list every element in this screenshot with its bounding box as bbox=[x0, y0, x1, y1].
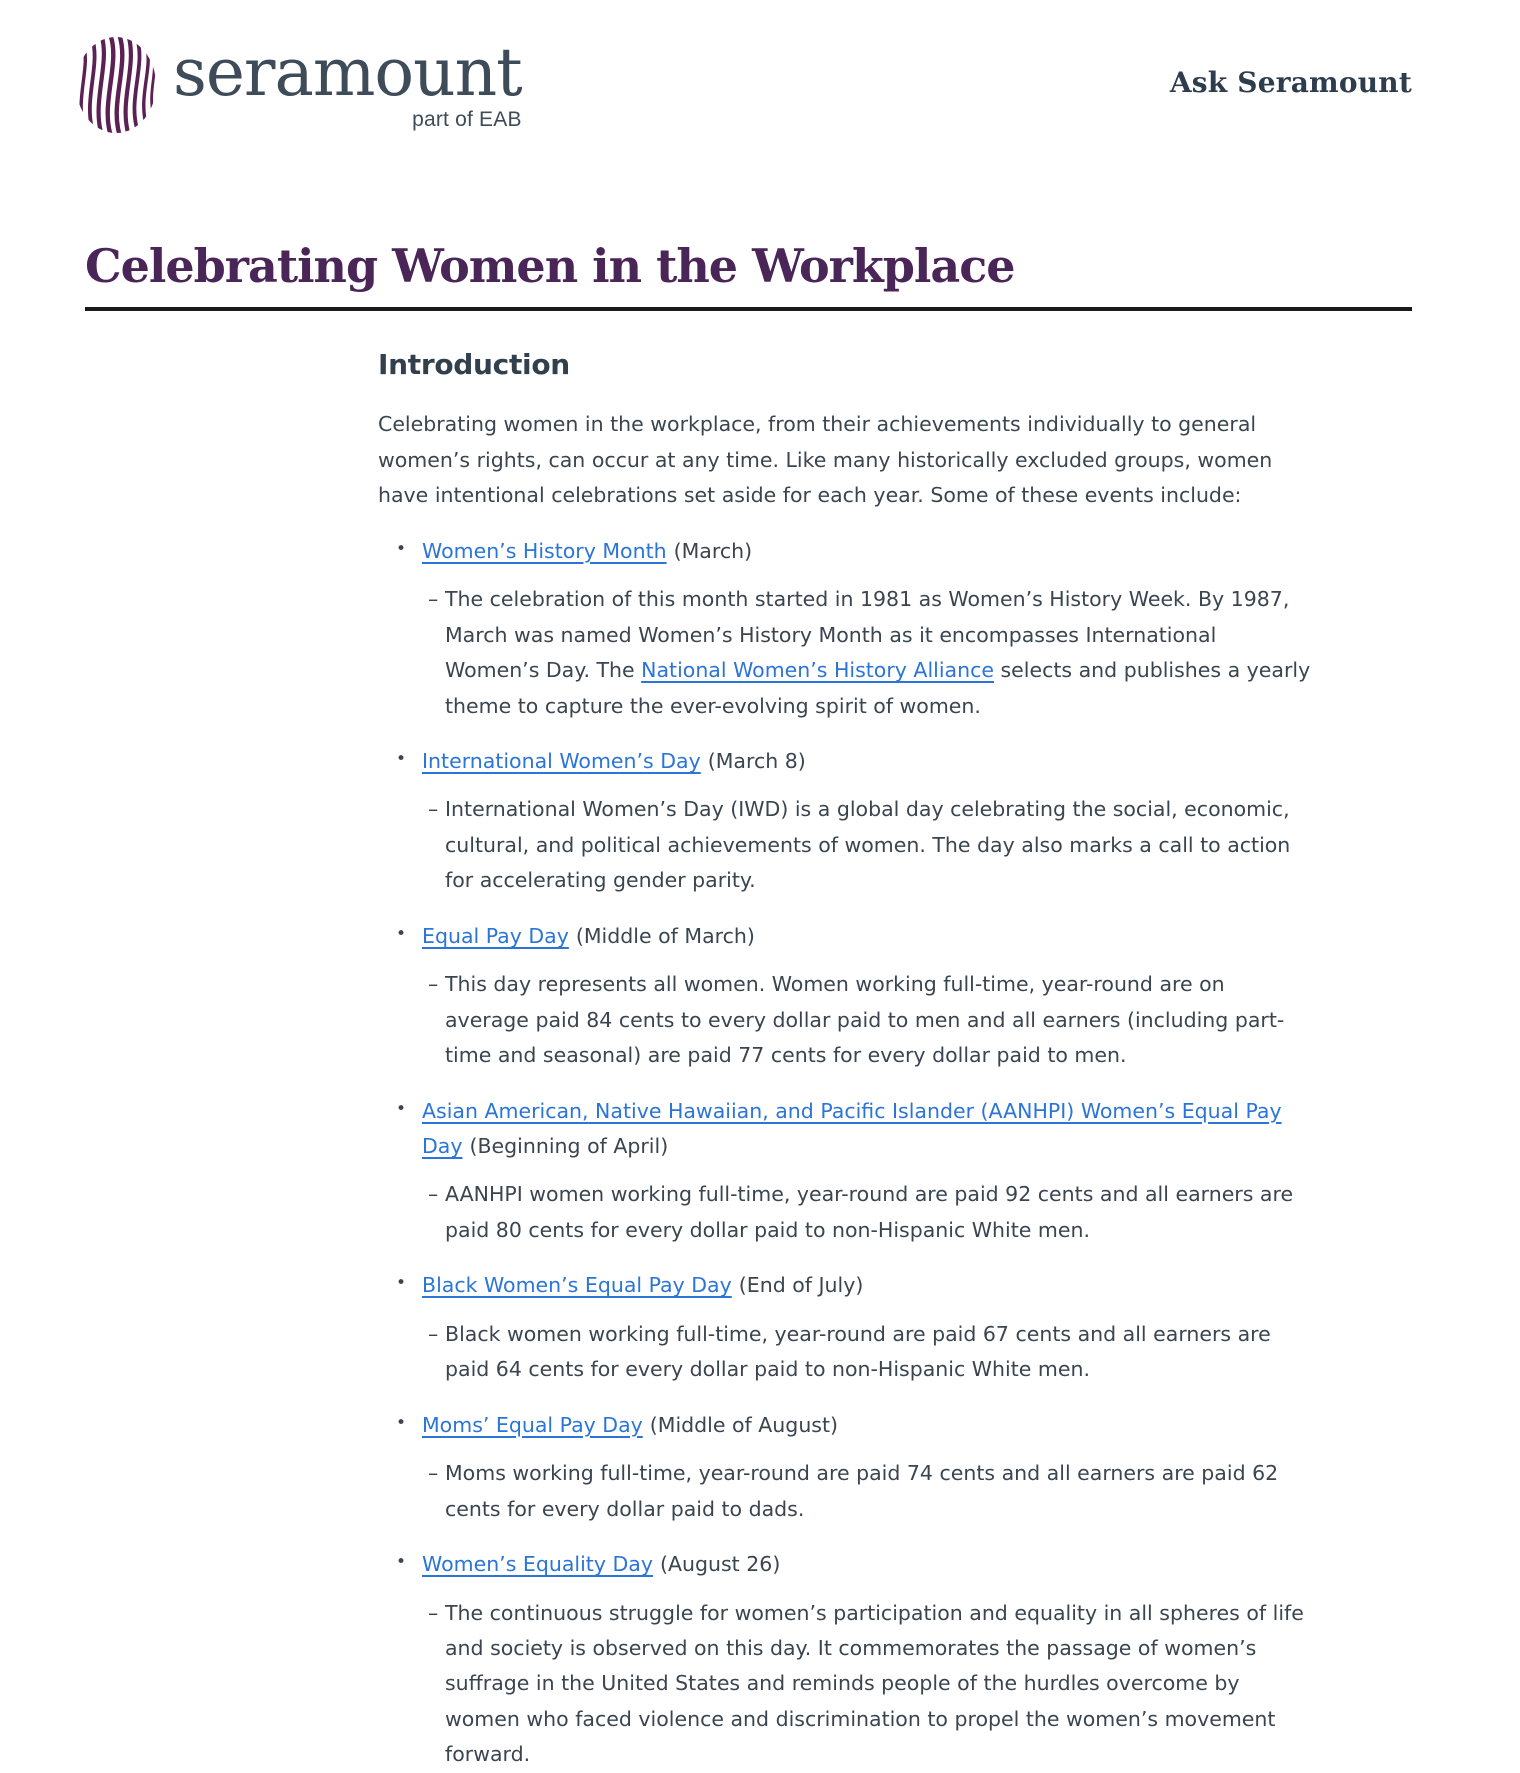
event-item bbox=[378, 1268, 1315, 1387]
event-date: (August 26) bbox=[659, 1552, 781, 1577]
dash-icon: – bbox=[428, 1321, 439, 1346]
event-detail-text: This day represents all women. Women working full-time, year-round are on average paid 84 cents to every dollar paid to men and all earners (including part-time and seasonal) are paid 77 cents for every dollar paid to men. bbox=[445, 972, 1285, 1068]
event-link[interactable]: Asian American, Native Hawaiian, and Pacific Islander (AANHPI) Women’s Equal Pay Day bbox=[422, 1098, 1282, 1159]
event-detail-text: The celebration of this month started in 1981 as Women’s History Week. By 1987, March was named Women’s History Month as it encompasses International Women’s Day. The National Women’s History Alliance selects and publishes a yearly theme to capture the ever-evolving spirit of women. bbox=[445, 587, 1311, 718]
bullet-icon: • bbox=[396, 1412, 407, 1433]
article bbox=[0, 240, 1520, 1773]
event-heading bbox=[422, 1547, 1315, 1582]
event-item bbox=[378, 1094, 1315, 1249]
event-detail-text: AANHPI women working full-time, year-round are paid 92 cents and all earners are paid 80 cents for every dollar paid to non-Hispanic White men. bbox=[445, 1182, 1294, 1242]
ask-seramount-link[interactable]: Ask Seramount bbox=[1169, 66, 1412, 99]
section-heading-introduction: Introduction bbox=[378, 347, 570, 381]
event-link[interactable]: Black Women’s Equal Pay Day bbox=[422, 1273, 732, 1298]
event-link[interactable]: Moms’ Equal Pay Day bbox=[422, 1412, 643, 1437]
title-divider bbox=[85, 307, 1412, 311]
bullet-icon: • bbox=[396, 1098, 407, 1119]
dash-icon: – bbox=[428, 1600, 439, 1625]
event-detail bbox=[428, 1177, 1315, 1248]
event-link[interactable]: Women’s History Month bbox=[422, 538, 667, 563]
event-detail bbox=[428, 792, 1315, 898]
bullet-icon: • bbox=[396, 923, 407, 944]
article-content bbox=[378, 341, 1315, 1773]
event-detail bbox=[428, 1596, 1315, 1773]
bullet-icon: • bbox=[396, 538, 407, 559]
event-heading bbox=[422, 1268, 1315, 1303]
event-detail bbox=[428, 1317, 1315, 1388]
event-detail bbox=[428, 967, 1315, 1073]
event-link[interactable]: Equal Pay Day bbox=[422, 923, 569, 948]
event-date: (March 8) bbox=[707, 748, 806, 773]
event-heading bbox=[422, 1408, 1315, 1443]
event-detail bbox=[428, 582, 1315, 724]
inline-link[interactable]: National Women’s History Alliance bbox=[641, 658, 994, 683]
page-header bbox=[0, 0, 1520, 134]
brand-wordmark: seramount bbox=[173, 34, 522, 111]
event-date: (Beginning of April) bbox=[469, 1134, 669, 1159]
event-date: (Middle of March) bbox=[575, 923, 755, 948]
event-detail bbox=[428, 1456, 1315, 1527]
bullet-icon: • bbox=[396, 1552, 407, 1573]
event-heading bbox=[422, 744, 1315, 779]
page-title: Celebrating Women in the Workplace bbox=[85, 239, 1015, 293]
event-item bbox=[378, 919, 1315, 1074]
brand-tagline: part of EAB bbox=[412, 108, 522, 131]
event-item bbox=[378, 744, 1315, 899]
intro-paragraph: Celebrating women in the workplace, from their achievements individually to general women’s rights, can occur at any time. Like many historically excluded groups, women have intentional celebrations set aside for each year. Some of these events include: bbox=[378, 412, 1273, 508]
seramount-swirl-icon bbox=[75, 36, 157, 134]
event-heading bbox=[422, 534, 1315, 569]
dash-icon: – bbox=[428, 972, 439, 997]
event-date: (Middle of August) bbox=[649, 1412, 839, 1437]
event-item bbox=[378, 534, 1315, 724]
event-date: (March) bbox=[673, 538, 753, 563]
event-link[interactable]: International Women’s Day bbox=[422, 748, 701, 773]
event-detail-text: The continuous struggle for women’s participation and equality in all spheres of life and society is observed on this day. It commemorates the passage of women’s suffrage in the United States and reminds people of the hurdles overcome by women who faced violence and discrimination to propel the women’s movement forward. bbox=[445, 1600, 1304, 1767]
event-detail-text: Moms working full-time, year-round are paid 74 cents and all earners are paid 62 cents for every dollar paid to dads. bbox=[445, 1461, 1279, 1521]
seramount-logo bbox=[75, 36, 522, 134]
dash-icon: – bbox=[428, 1461, 439, 1486]
bullet-icon: • bbox=[396, 1273, 407, 1294]
event-link[interactable]: Women’s Equality Day bbox=[422, 1552, 653, 1577]
events-list bbox=[378, 534, 1315, 1773]
event-heading bbox=[422, 1094, 1315, 1165]
event-item bbox=[378, 1547, 1315, 1773]
event-date: (End of July) bbox=[738, 1273, 864, 1298]
dash-icon: – bbox=[428, 797, 439, 822]
event-item bbox=[378, 1408, 1315, 1527]
event-detail-text: Black women working full-time, year-round are paid 67 cents and all earners are paid 64 cents for every dollar paid to non-Hispanic White men. bbox=[445, 1321, 1271, 1382]
dash-icon: – bbox=[428, 587, 439, 612]
dash-icon: – bbox=[428, 1182, 439, 1207]
bullet-icon: • bbox=[396, 748, 407, 769]
event-heading bbox=[422, 919, 1315, 954]
event-detail-text: International Women’s Day (IWD) is a global day celebrating the social, economic, cultural, and political achievements of women. The day also marks a call to action for accelerating gender parity. bbox=[445, 797, 1291, 893]
